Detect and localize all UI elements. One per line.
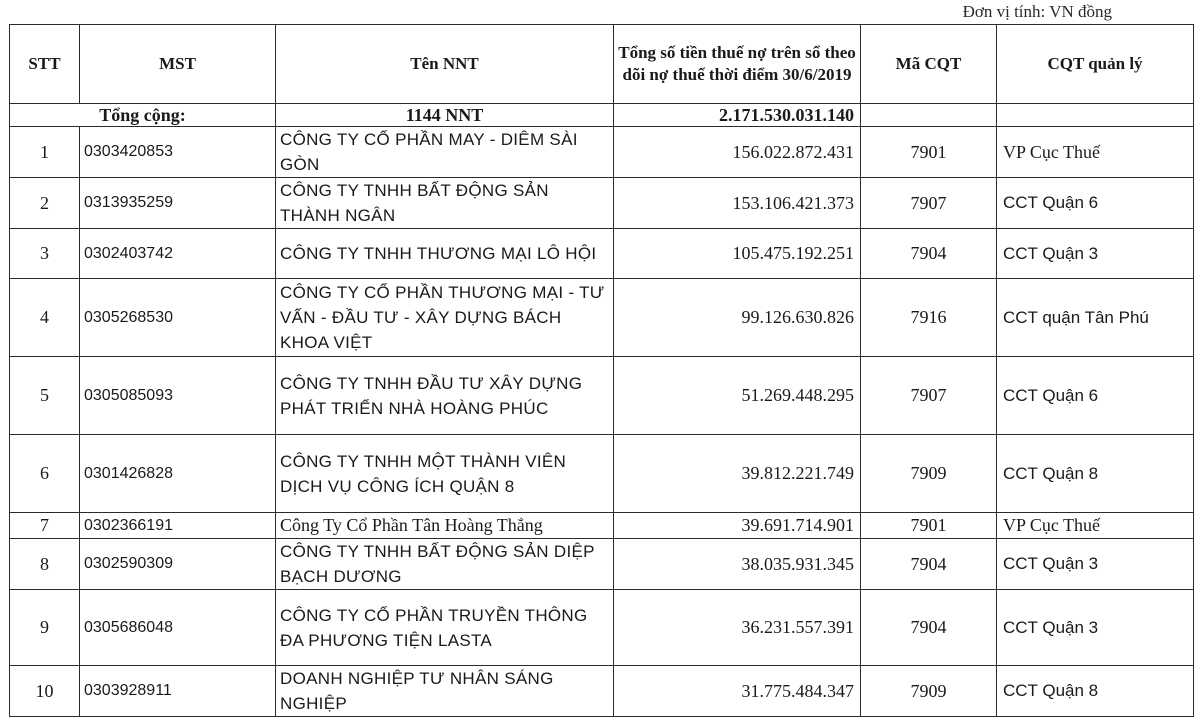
- row-mst: 0302403742: [80, 229, 276, 279]
- row-company-name: DOANH NGHIỆP TƯ NHÂN SÁNG NGHIỆP: [276, 666, 614, 717]
- row-cqt-name: CCT Quận 6: [997, 357, 1194, 435]
- row-stt: 7: [10, 513, 80, 539]
- row-stt: 1: [10, 127, 80, 178]
- total-amount: 2.171.530.031.140: [614, 104, 861, 127]
- row-stt: 4: [10, 279, 80, 357]
- table-row: [10, 178, 1194, 229]
- row-company-name: CÔNG TY TNHH BẤT ĐỘNG SẢN THÀNH NGÂN: [276, 178, 614, 229]
- header-amount: Tổng số tiền thuế nợ trên sổ theo dõi nợ thuế thời điểm 30/6/2019: [614, 25, 861, 104]
- total-cqt-empty: [997, 104, 1194, 127]
- row-cqt-code: 7909: [861, 666, 997, 717]
- row-amount: 39.691.714.901: [614, 513, 861, 539]
- row-cqt-name: CCT Quận 3: [997, 229, 1194, 279]
- row-stt: 5: [10, 357, 80, 435]
- row-cqt-code: 7904: [861, 229, 997, 279]
- header-mst: MST: [80, 25, 276, 104]
- row-stt: 8: [10, 539, 80, 590]
- row-stt: 10: [10, 666, 80, 717]
- tax-debt-table: [9, 24, 1194, 717]
- row-cqt-code: 7909: [861, 435, 997, 513]
- row-cqt-name: VP Cục Thuế: [997, 127, 1194, 178]
- row-amount: 31.775.484.347: [614, 666, 861, 717]
- row-cqt-name: CCT Quận 6: [997, 178, 1194, 229]
- row-mst: 0313935259: [80, 178, 276, 229]
- row-company-name: CÔNG TY CỔ PHẦN THƯƠNG MẠI - TƯ VẤN - ĐẦU TƯ - XÂY DỰNG BÁCH KHOA VIỆT: [276, 279, 614, 357]
- row-stt: 2: [10, 178, 80, 229]
- table-row: [10, 357, 1194, 435]
- row-cqt-name: CCT quận Tân Phú: [997, 279, 1194, 357]
- total-code-empty: [861, 104, 997, 127]
- row-cqt-code: 7901: [861, 513, 997, 539]
- row-amount: 99.126.630.826: [614, 279, 861, 357]
- total-count: 1144 NNT: [276, 104, 614, 127]
- row-amount: 39.812.221.749: [614, 435, 861, 513]
- row-company-name: CÔNG TY TNHH MỘT THÀNH VIÊN DỊCH VỤ CÔNG ÍCH QUẬN 8: [276, 435, 614, 513]
- row-mst: 0303928911: [80, 666, 276, 717]
- header-code: Mã CQT: [861, 25, 997, 104]
- row-cqt-code: 7901: [861, 127, 997, 178]
- row-stt: 9: [10, 590, 80, 666]
- row-amount: 36.231.557.391: [614, 590, 861, 666]
- row-cqt-name: CCT Quận 8: [997, 435, 1194, 513]
- row-cqt-code: 7907: [861, 357, 997, 435]
- table-row: [10, 666, 1194, 717]
- row-mst: 0301426828: [80, 435, 276, 513]
- row-mst: 0302366191: [80, 513, 276, 539]
- row-mst: 0305085093: [80, 357, 276, 435]
- row-stt: 6: [10, 435, 80, 513]
- header-cqt: CQT quản lý: [997, 25, 1194, 104]
- row-cqt-code: 7916: [861, 279, 997, 357]
- row-cqt-name: CCT Quận 8: [997, 666, 1194, 717]
- table-row: [10, 435, 1194, 513]
- row-company-name: CÔNG TY TNHH BẤT ĐỘNG SẢN DIỆP BẠCH DƯƠNG: [276, 539, 614, 590]
- row-mst: 0302590309: [80, 539, 276, 590]
- row-company-name: Công Ty Cổ Phần Tân Hoàng Thắng: [276, 513, 614, 539]
- row-mst: 0305268530: [80, 279, 276, 357]
- row-company-name: CÔNG TY TNHH ĐẦU TƯ XÂY DỰNG PHÁT TRIỂN NHÀ HOÀNG PHÚC: [276, 357, 614, 435]
- row-company-name: CÔNG TY CỔ PHẦN TRUYỀN THÔNG ĐA PHƯƠNG TIỆN LASTA: [276, 590, 614, 666]
- row-company-name: CÔNG TY CỔ PHẦN MAY - DIÊM SÀI GÒN: [276, 127, 614, 178]
- row-cqt-code: 7907: [861, 178, 997, 229]
- row-cqt-code: 7904: [861, 539, 997, 590]
- row-amount: 105.475.192.251: [614, 229, 861, 279]
- row-cqt-name: CCT Quận 3: [997, 590, 1194, 666]
- row-cqt-code: 7904: [861, 590, 997, 666]
- table-row: [10, 513, 1194, 539]
- row-cqt-name: CCT Quận 3: [997, 539, 1194, 590]
- header-row: [10, 25, 1194, 104]
- row-amount: 51.269.448.295: [614, 357, 861, 435]
- table-row: [10, 590, 1194, 666]
- row-amount: 153.106.421.373: [614, 178, 861, 229]
- row-amount: 38.035.931.345: [614, 539, 861, 590]
- header-name: Tên NNT: [276, 25, 614, 104]
- row-stt: 3: [10, 229, 80, 279]
- row-amount: 156.022.872.431: [614, 127, 861, 178]
- row-cqt-name: VP Cục Thuế: [997, 513, 1194, 539]
- header-stt: STT: [10, 25, 80, 104]
- row-company-name: CÔNG TY TNHH THƯƠNG MẠI LÔ HỘI: [276, 229, 614, 279]
- total-label: Tổng cộng:: [10, 104, 276, 127]
- table-row: [10, 127, 1194, 178]
- total-row: [10, 104, 1194, 127]
- unit-note: Đơn vị tính: VN đồng: [962, 2, 1112, 21]
- row-mst: 0305686048: [80, 590, 276, 666]
- table-row: [10, 539, 1194, 590]
- table-row: [10, 279, 1194, 357]
- table-row: [10, 229, 1194, 279]
- row-mst: 0303420853: [80, 127, 276, 178]
